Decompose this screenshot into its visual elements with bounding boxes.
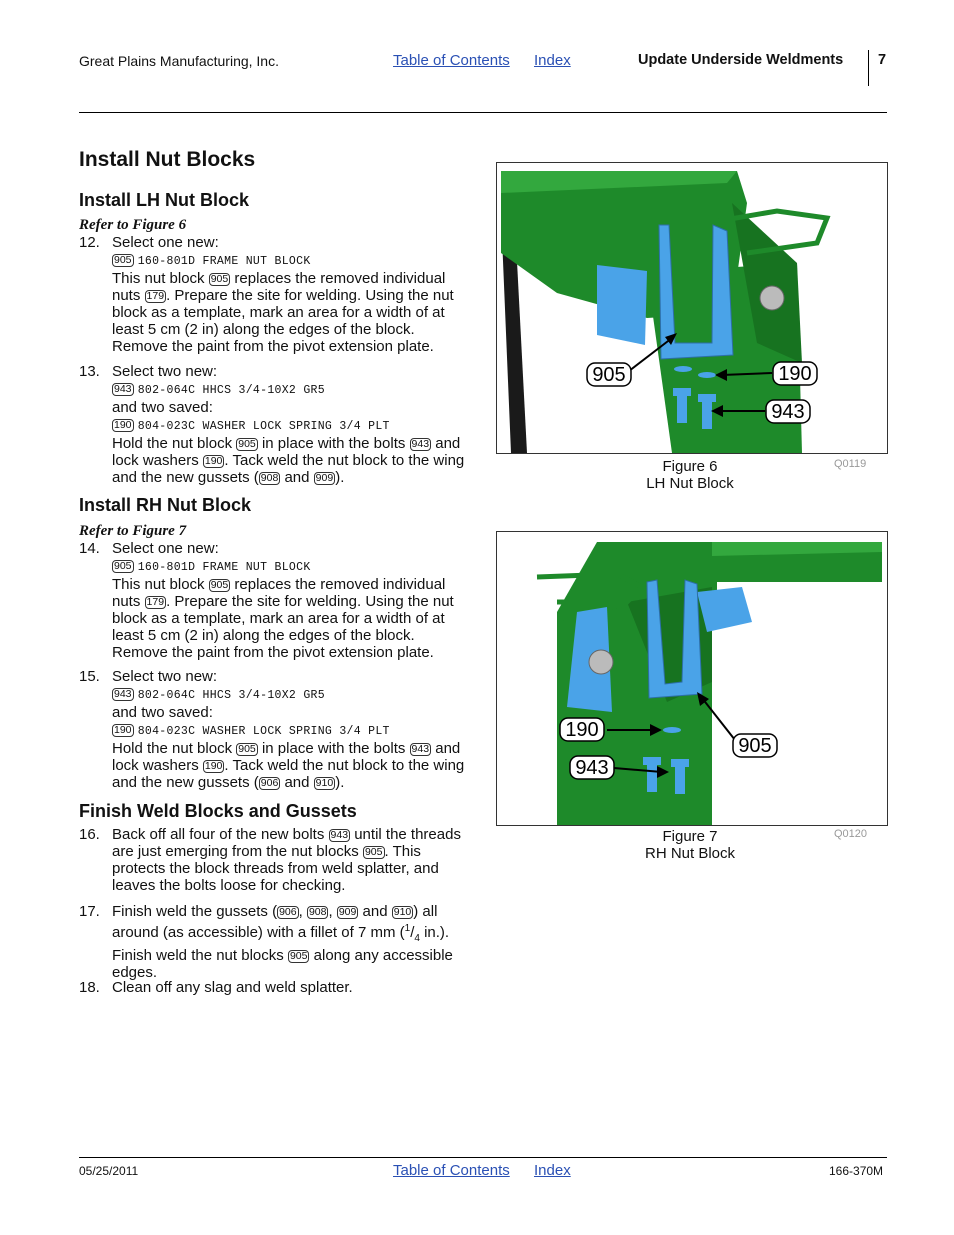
- header-divider: [868, 50, 869, 86]
- step-12: 12. Select one new: 905 160-801D FRAME NUT BLOCK This nut block 905 replaces the removed individual nuts 179 . Prepare the site for welding. Using the nut block as a template, mark an area for a width of at least 5 cm (2 in) along the edges of the block. Remove the paint from the pivot extension plate.: [79, 234, 454, 355]
- lh-heading: Install LH Nut Block: [79, 190, 250, 210]
- figure-7-id: Q0120: [834, 828, 868, 840]
- part-code: 802-064C HHCS 3/4-10X2 GR5: [137, 689, 325, 702]
- part-badge: 190: [114, 724, 132, 736]
- header-rule: [79, 112, 887, 113]
- footer-toc-link[interactable]: Table of Contents: [393, 1162, 510, 1179]
- figure-6-id: Q0119: [834, 458, 867, 470]
- company-name: Great Plains Manufacturing, Inc.: [79, 53, 279, 69]
- page-title: Install Nut Blocks: [79, 148, 256, 171]
- section-title: Update Underside Weldments: [638, 52, 844, 68]
- part-code: 804-023C WASHER LOCK SPRING 3/4 PLT: [137, 420, 390, 433]
- callout-905: 905: [592, 364, 626, 386]
- callout-190: 190: [778, 363, 812, 385]
- figure-7-caption: Figure 7 RH Nut Block: [644, 828, 736, 862]
- finish-heading: Finish Weld Blocks and Gussets: [79, 801, 357, 821]
- callout-943: 943: [771, 401, 805, 423]
- step-18: 18. Clean off any slag and weld splatter.: [79, 979, 353, 996]
- part-badge: 190: [114, 419, 132, 431]
- part-code: 802-064C HHCS 3/4-10X2 GR5: [137, 384, 325, 397]
- figure-6: [496, 162, 888, 454]
- part-badge: 905: [114, 560, 132, 572]
- footer-date: 05/25/2011: [79, 1164, 139, 1178]
- step-16: 16. Back off all four of the new bolts 943 until the threads are just emerging from the nut blocks 905 . This protects the block threads from weld splatter, and leaves the bolts loose for checking.: [79, 826, 461, 894]
- part-code: 160-801D FRAME NUT BLOCK: [137, 561, 311, 574]
- callout-905: 905: [738, 735, 772, 757]
- step-13: 13. Select two new: 943 802-064C HHCS 3/4-10X2 GR5 and two saved: 190 804-023C WASHER LOCK SPRING 3/4 PLT Hold the nut block 905 in place with the bolts 943 and lock washers 190 . Tack weld the nut block to the wing and the new gussets ( 908 and 909 ).: [79, 363, 465, 486]
- rh-heading: Install RH Nut Block: [79, 495, 252, 515]
- part-code: 804-023C WASHER LOCK SPRING 3/4 PLT: [137, 725, 390, 738]
- part-badge: 943: [114, 383, 132, 395]
- step-15: 15. Select two new: 943 802-064C HHCS 3/4-10X2 GR5 and two saved: 190 804-023C WASHER LOCK SPRING 3/4 PLT Hold the nut block 905 in place with the bolts 943 and lock washers 190 . Tack weld the nut block to the wing and the new gussets ( 906 and 910 ).: [79, 668, 465, 791]
- figure-6-caption: Figure 6 LH Nut Block: [646, 458, 734, 492]
- footer-rule: [79, 1157, 887, 1158]
- callout-943: 943: [575, 757, 609, 779]
- callout-190: 190: [565, 719, 599, 741]
- lh-refer: Refer to Figure 6: [79, 217, 187, 233]
- part-badge: 905: [114, 254, 132, 266]
- footer-doc-number: 166-370M: [829, 1164, 884, 1178]
- footer-index-link[interactable]: Index: [534, 1162, 571, 1179]
- part-code: 160-801D FRAME NUT BLOCK: [137, 255, 311, 268]
- rh-refer: Refer to Figure 7: [79, 523, 187, 539]
- page-number: 7: [878, 52, 887, 68]
- rh-nut-block-illustration: [497, 532, 887, 825]
- header-toc-link[interactable]: Table of Contents: [393, 52, 510, 69]
- step-14: 14. Select one new: 905 160-801D FRAME NUT BLOCK This nut block 905 replaces the removed individual nuts 179 . Prepare the site for welding. Using the nut block as a template, mark an area for a width of at least 5 cm (2 in) along the edges of the block. Remove the paint from the pivot extension plate.: [79, 540, 454, 661]
- figure-7: [496, 531, 888, 826]
- part-badge: 943: [114, 688, 132, 700]
- step-17: 17. Finish weld the gussets ( 906 , 908 , 909 and 910 ) all around (as accessible) with a fillet of 7 mm ($^1/_4$ in.). Finish weld the nut blocks 905 along any accessible edges.: [79, 903, 453, 981]
- header-index-link[interactable]: Index: [534, 52, 571, 69]
- lh-nut-block-illustration: [497, 163, 887, 453]
